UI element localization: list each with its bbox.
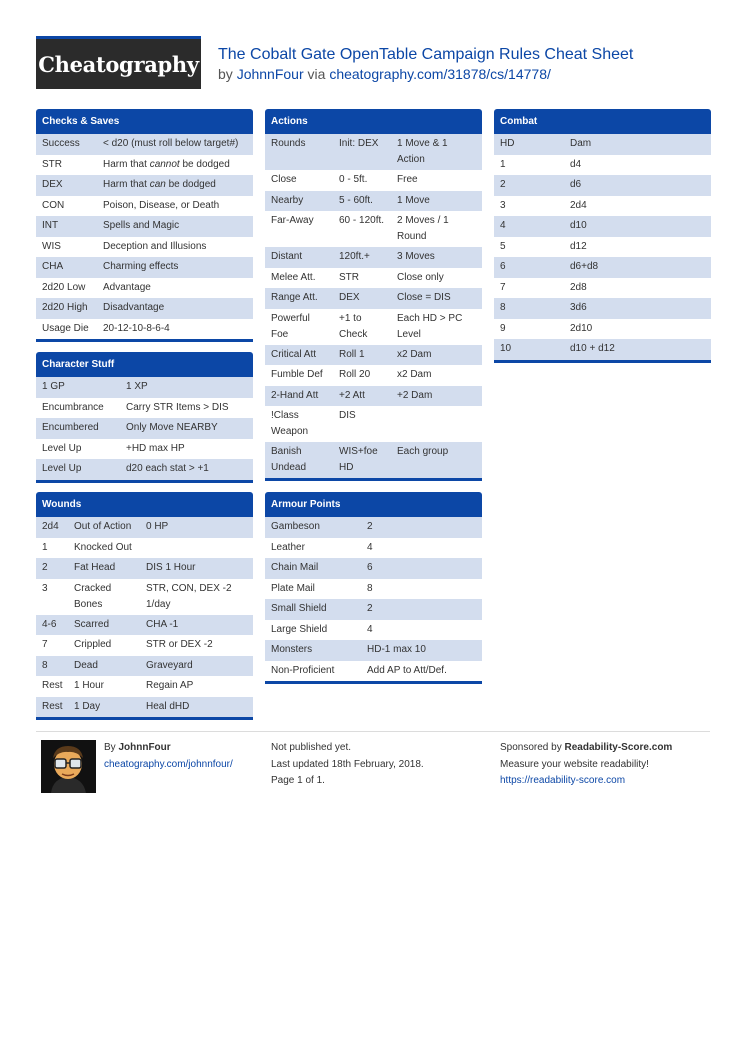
actions-cell: 2-Hand Att (265, 386, 333, 407)
character-cell: Encumbrance (42, 401, 104, 413)
combat-cell: 2d10 (570, 322, 593, 334)
wounds-cell: Cracked Bones (74, 582, 112, 610)
checks-row (36, 278, 253, 299)
wounds-cell: 4-6 (36, 615, 68, 636)
wounds-cell: 3 (42, 582, 48, 594)
wounds-cell: Crippled (74, 639, 112, 650)
armour-cell: HD-1 max 10 (361, 640, 482, 661)
combat-cell: 7 (500, 281, 506, 293)
footer-divider (36, 731, 710, 732)
armour-row (265, 579, 482, 600)
wounds-block (36, 492, 253, 720)
combat-cell: 5 (500, 240, 506, 252)
actions-cell: +1 to Check (339, 312, 368, 340)
wounds-cell: Regain AP (146, 680, 194, 691)
actions-block (265, 109, 482, 481)
wounds-cell: DIS 1 Hour (140, 558, 253, 579)
sponsor-label: Sponsored by (500, 742, 562, 753)
actions-cell: Fumble Def (271, 369, 323, 380)
checks-cell: DEX (36, 175, 97, 196)
actions-cell: !Class Weapon (271, 410, 309, 437)
actions-cell: Nearby (265, 191, 333, 212)
armour-cell: 8 (367, 582, 373, 594)
combat-cell: d4 (570, 158, 582, 170)
actions-cell: 120ft.+ (333, 247, 391, 268)
checks-row (36, 134, 253, 155)
actions-row (265, 170, 482, 191)
actions-cell: Rounds (265, 134, 333, 170)
combat-cell: HD (494, 134, 564, 155)
actions-row (265, 191, 482, 212)
wounds-row (36, 676, 253, 697)
character-row (36, 439, 253, 460)
combat-cell: d10 (564, 216, 711, 237)
actions-cell: Roll 1 (333, 345, 391, 366)
armour-cell: Chain Mail (265, 558, 361, 579)
actions-cell: Roll 20 (339, 369, 371, 380)
combat-header: Combat (494, 109, 711, 134)
checks-cell: Harm that cannot be dodged (103, 158, 230, 170)
combat-cell: 3 (500, 199, 506, 211)
combat-table (494, 134, 711, 360)
wounds-cell: 8 (36, 656, 68, 677)
checks-row (36, 237, 253, 258)
wounds-cell: Rest (42, 680, 63, 691)
armour-points-header: Armour Points (265, 492, 482, 517)
footer-by-label: By (104, 742, 116, 753)
cheatography-logo[interactable] (36, 36, 201, 89)
combat-cell: 6 (494, 257, 564, 278)
wounds-table (36, 517, 253, 717)
actions-row (265, 288, 482, 309)
wounds-cell: Heal dHD (140, 697, 253, 718)
actions-cell: +2 Dam (391, 386, 482, 407)
wounds-row (36, 635, 253, 656)
avatar-illustration (41, 740, 96, 793)
wounds-cell: Rest (36, 697, 68, 718)
actions-cell: Powerful Foe (271, 312, 310, 340)
checks-cell: Harm that can be dodged (97, 175, 253, 196)
checks-cell: Deception and Illusions (103, 240, 207, 252)
checks-row (36, 196, 253, 217)
actions-cell: Each HD > PC Level (397, 312, 463, 340)
last-updated: Last updated 18th February, 2018. (271, 758, 424, 770)
wounds-row (36, 656, 253, 677)
actions-cell: Close only (397, 271, 444, 283)
wounds-cell: Knocked Out (74, 541, 132, 553)
actions-row (265, 442, 482, 478)
wounds-cell: Fat Head (68, 558, 140, 579)
checks-cell: CHA (36, 257, 97, 278)
wounds-cell: 0 HP (140, 517, 253, 538)
author-link[interactable]: JohnnFour (236, 66, 304, 82)
actions-cell: STR (339, 271, 359, 283)
actions-cell: Free (397, 174, 418, 185)
armour-cell: Plate Mail (271, 582, 315, 594)
character-row (36, 418, 253, 439)
armour-cell: Small Shield (265, 599, 361, 620)
checks-cell: Usage Die (42, 322, 89, 334)
actions-cell: 5 - 60ft. (333, 191, 391, 212)
actions-row (265, 211, 482, 247)
wounds-header: Wounds (36, 492, 253, 517)
checks-row (36, 155, 253, 176)
combat-cell: 1 (500, 158, 506, 170)
footer-sponsor (500, 740, 672, 790)
actions-cell: 0 - 5ft. (339, 174, 368, 185)
actions-cell: x2 Dam (397, 369, 432, 380)
combat-row (494, 257, 711, 278)
footer-meta (271, 740, 424, 790)
combat-cell: Dam (564, 134, 711, 155)
actions-cell: Banish Undead (265, 442, 333, 478)
armour-row (265, 538, 482, 559)
actions-header: Actions (265, 109, 482, 134)
checks-cell: WIS (42, 240, 61, 252)
checks-row (36, 298, 253, 319)
armour-cell: Monsters (265, 640, 361, 661)
actions-cell: Range Att. (265, 288, 333, 309)
wounds-cell (140, 538, 253, 559)
wounds-cell: Scarred (68, 615, 140, 636)
actions-row (265, 345, 482, 366)
actions-row (265, 247, 482, 268)
character-cell: Encumbered (36, 418, 120, 439)
checks-cell: INT (36, 216, 97, 237)
character-cell: d20 each stat > +1 (120, 459, 253, 480)
armour-row (265, 640, 482, 661)
wounds-cell: 1 (42, 541, 48, 553)
checks-saves-header: Checks & Saves (36, 109, 253, 134)
armour-row (265, 661, 482, 682)
checks-row (36, 175, 253, 196)
actions-cell: DEX (333, 288, 391, 309)
armour-row (265, 620, 482, 641)
combat-cell: 9 (500, 322, 506, 334)
armour-cell: 4 (367, 541, 373, 553)
actions-cell: Melee Att. (271, 271, 316, 283)
combat-cell: 2d8 (570, 281, 587, 293)
footer-author (104, 740, 233, 773)
wounds-cell: 1 Day (68, 697, 140, 718)
checks-saves-table (36, 134, 253, 339)
actions-row (265, 406, 482, 442)
page-title: The Cobalt Gate OpenTable Campaign Rules Cheat Sheet (218, 46, 634, 63)
footer-author-link[interactable]: cheatography.com/johnnfour/ (104, 758, 233, 770)
combat-cell: d12 (570, 240, 587, 252)
actions-row (265, 134, 482, 170)
actions-cell: Close = DIS (391, 288, 482, 309)
armour-row (265, 558, 482, 579)
checks-cell: < d20 (must roll below target#) (97, 134, 253, 155)
checks-saves-block (36, 109, 253, 342)
checks-cell: 20-12-10-8-6-4 (103, 322, 170, 334)
combat-cell: d6 (564, 175, 711, 196)
combat-row (494, 237, 711, 258)
combat-row (494, 319, 711, 340)
actions-cell: +2 Att (333, 386, 391, 407)
wounds-cell: Out of Action (68, 517, 140, 538)
actions-cell: Close (271, 174, 297, 185)
wounds-cell: 2 (36, 558, 68, 579)
combat-row (494, 298, 711, 319)
wounds-row (36, 517, 253, 538)
armour-cell: 2 (361, 517, 482, 538)
armour-cell: Large Shield (271, 623, 328, 635)
armour-row (265, 517, 482, 538)
checks-cell: Charming effects (97, 257, 253, 278)
character-cell: +HD max HP (126, 442, 185, 454)
checks-cell: 2d20 Low (42, 281, 86, 293)
via-label: via (307, 66, 326, 82)
checks-cell: Disadvantage (97, 298, 253, 319)
actions-row (265, 268, 482, 289)
actions-row (265, 386, 482, 407)
actions-row (265, 309, 482, 345)
character-row (36, 459, 253, 480)
actions-cell (391, 406, 482, 442)
checks-cell: Success (36, 134, 97, 155)
actions-cell: WIS+foe HD (333, 442, 391, 478)
combat-cell: 2 (494, 175, 564, 196)
character-cell: Carry STR Items > DIS (126, 401, 229, 413)
actions-cell: Distant (265, 247, 333, 268)
actions-cell: 60 - 120ft. (339, 215, 385, 226)
published-status: Not published yet. (271, 742, 352, 753)
character-cell: Level Up (42, 442, 82, 454)
byline (218, 66, 551, 82)
actions-cell: Far-Away (271, 215, 314, 226)
character-stuff-block (36, 352, 253, 483)
actions-cell: Each group (391, 442, 482, 478)
wounds-cell: STR, CON, DEX -2 1/day (146, 582, 232, 610)
checks-cell: STR (42, 158, 62, 170)
sponsor-tagline: Measure your website readability! (500, 758, 649, 770)
sponsor-name: Readability-Score.com (564, 742, 673, 753)
wounds-row (36, 615, 253, 636)
actions-cell: 2 Moves / 1 Round (397, 215, 449, 242)
author-avatar[interactable] (41, 740, 96, 793)
actions-cell: 1 Move & 1 Action (391, 134, 482, 170)
actions-cell: 1 Move (391, 191, 482, 212)
wounds-cell: 2d4 (36, 517, 68, 538)
wounds-cell: Dead (68, 656, 140, 677)
character-cell: Level Up (36, 459, 120, 480)
wounds-row (36, 558, 253, 579)
character-cell: Only Move NEARBY (120, 418, 253, 439)
checks-cell: Advantage (103, 281, 151, 293)
logo-text: Cheatography (38, 51, 199, 77)
combat-cell: 2d4 (570, 199, 587, 211)
footer-author-name: JohnnFour (118, 742, 171, 753)
combat-row (494, 134, 711, 155)
checks-row (36, 319, 253, 340)
combat-cell: d10 + d12 (564, 339, 711, 360)
page-number: Page 1 of 1. (271, 775, 325, 786)
combat-row (494, 175, 711, 196)
wounds-cell: Graveyard (140, 656, 253, 677)
by-label: by (218, 66, 233, 82)
armour-cell: Add AP to Att/Def. (367, 664, 447, 676)
sponsor-link[interactable]: https://readability-score.com (500, 775, 626, 786)
character-row (36, 377, 253, 398)
character-cell: 1 XP (120, 377, 253, 398)
wounds-cell: CHA -1 (140, 615, 253, 636)
actions-row (265, 365, 482, 386)
character-row (36, 398, 253, 419)
combat-row (494, 155, 711, 176)
wounds-cell: 7 (42, 639, 48, 650)
combat-row (494, 196, 711, 217)
armour-cell: 4 (367, 623, 373, 635)
checks-row (36, 257, 253, 278)
armour-cell: Gambeson (265, 517, 361, 538)
armour-points-table (265, 517, 482, 681)
armour-row (265, 599, 482, 620)
checks-cell: CON (42, 199, 65, 211)
sheet-url-link[interactable]: cheatography.com/31878/cs/14778/ (329, 66, 551, 82)
actions-cell: 3 Moves (391, 247, 482, 268)
actions-cell: Critical Att (265, 345, 333, 366)
wounds-row (36, 579, 253, 615)
checks-cell: Spells and Magic (97, 216, 253, 237)
combat-cell: 4 (494, 216, 564, 237)
actions-cell: DIS (339, 410, 356, 421)
actions-table (265, 134, 482, 478)
actions-cell: Init: DEX (333, 134, 391, 170)
combat-block (494, 109, 711, 363)
checks-cell: 2d20 High (36, 298, 97, 319)
wounds-row (36, 538, 253, 559)
armour-cell: 6 (361, 558, 482, 579)
actions-cell: x2 Dam (391, 345, 482, 366)
combat-cell: d6+d8 (564, 257, 711, 278)
combat-cell: 3d6 (564, 298, 711, 319)
character-stuff-header: Character Stuff (36, 352, 253, 377)
armour-points-block (265, 492, 482, 684)
wounds-cell: STR or DEX -2 (146, 639, 213, 650)
wounds-cell: 1 Hour (74, 680, 105, 691)
wounds-row (36, 697, 253, 718)
armour-cell: 2 (361, 599, 482, 620)
combat-row (494, 216, 711, 237)
combat-row (494, 278, 711, 299)
combat-cell: 10 (494, 339, 564, 360)
armour-cell: Leather (271, 541, 305, 553)
character-stuff-table (36, 377, 253, 480)
armour-cell: Non-Proficient (271, 664, 335, 676)
checks-row (36, 216, 253, 237)
combat-row (494, 339, 711, 360)
combat-cell: 8 (494, 298, 564, 319)
character-cell: 1 GP (36, 377, 120, 398)
checks-cell: Poison, Disease, or Death (103, 199, 220, 211)
